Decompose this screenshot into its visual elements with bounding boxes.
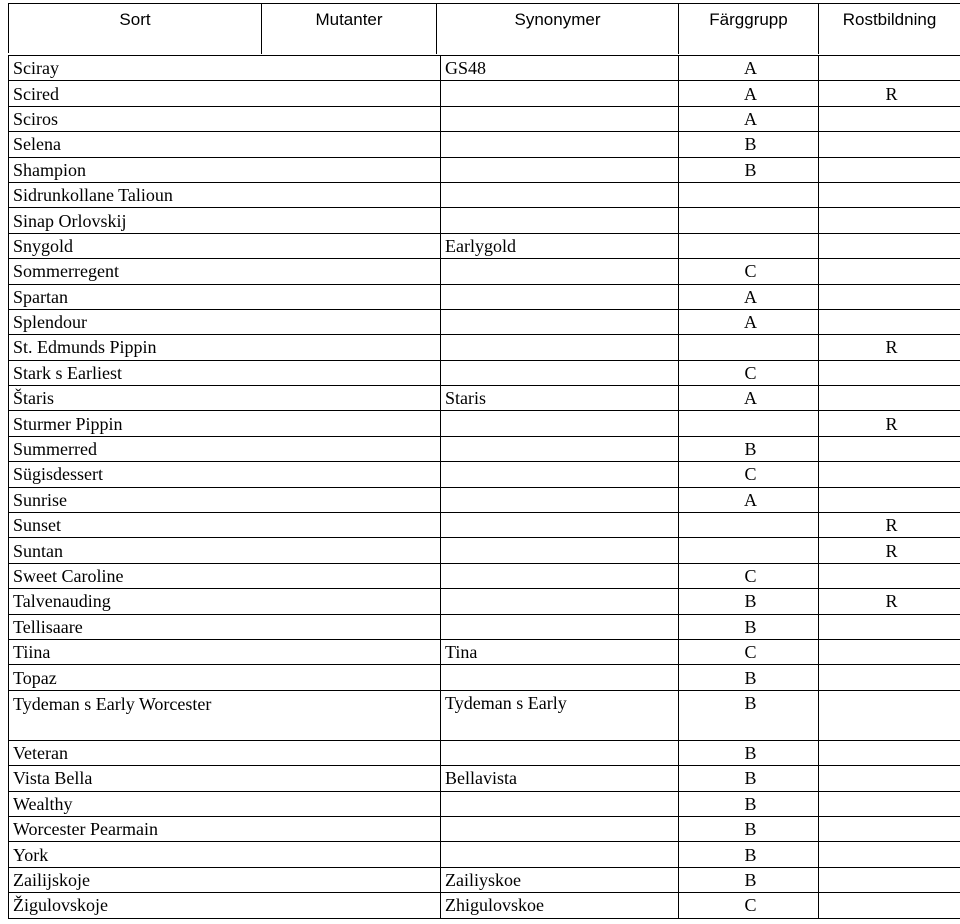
cell-synonym: Zailiyskoe [441, 867, 679, 892]
cell-fargrupp [679, 411, 819, 436]
cell-fargrupp [679, 208, 819, 233]
variety-table-body [9, 56, 960, 919]
cell-synonym [441, 487, 679, 512]
cell-fargrupp: B [679, 867, 819, 892]
table-row [9, 639, 960, 664]
cell-rostbildning: R [819, 538, 960, 563]
cell-synonym: Tydeman s Early [441, 690, 679, 740]
cell-sort: Worcester Pearmain [9, 816, 441, 841]
cell-fargrupp: B [679, 842, 819, 867]
table-row [9, 842, 960, 867]
cell-rostbildning [819, 766, 960, 791]
table-row [9, 766, 960, 791]
cell-fargrupp: B [679, 589, 819, 614]
table-row [9, 589, 960, 614]
table-row [9, 284, 960, 309]
cell-rostbildning [819, 259, 960, 284]
cell-fargrupp: B [679, 690, 819, 740]
cell-synonym [441, 538, 679, 563]
table-row [9, 233, 960, 258]
cell-synonym [441, 791, 679, 816]
cell-synonym [441, 411, 679, 436]
cell-sort: Sweet Caroline [9, 563, 441, 588]
cell-synonym [441, 81, 679, 106]
table-row [9, 106, 960, 131]
cell-rostbildning: R [819, 411, 960, 436]
table-row [9, 309, 960, 334]
cell-synonym [441, 563, 679, 588]
table-row [9, 208, 960, 233]
cell-rostbildning [819, 462, 960, 487]
cell-synonym [441, 740, 679, 765]
cell-sort: Stark s Earliest [9, 360, 441, 385]
cell-sort: Tellisaare [9, 614, 441, 639]
cell-fargrupp: B [679, 436, 819, 461]
cell-synonym [441, 513, 679, 538]
table-row [9, 411, 960, 436]
cell-sort: Sinap Orlovskij [9, 208, 441, 233]
table-row [9, 893, 960, 918]
cell-synonym: Earlygold [441, 233, 679, 258]
cell-fargrupp: B [679, 816, 819, 841]
cell-rostbildning [819, 106, 960, 131]
cell-fargrupp [679, 182, 819, 207]
cell-synonym: Zhigulovskoe [441, 893, 679, 918]
cell-sort: Sturmer Pippin [9, 411, 441, 436]
cell-synonym: Bellavista [441, 766, 679, 791]
cell-synonym [441, 309, 679, 334]
cell-rostbildning [819, 157, 960, 182]
cell-sort: Snygold [9, 233, 441, 258]
cell-sort: Splendour [9, 309, 441, 334]
cell-rostbildning [819, 791, 960, 816]
table-row [9, 513, 960, 538]
cell-sort: Sommerregent [9, 259, 441, 284]
header-sort: Sort [9, 4, 262, 54]
cell-rostbildning: R [819, 589, 960, 614]
cell-rostbildning [819, 614, 960, 639]
table-row [9, 462, 960, 487]
cell-rostbildning [819, 309, 960, 334]
cell-rostbildning [819, 487, 960, 512]
header-synonymer: Synonymer [437, 4, 679, 54]
table-row [9, 614, 960, 639]
table-row [9, 563, 960, 588]
cell-synonym: GS48 [441, 56, 679, 81]
cell-fargrupp: C [679, 639, 819, 664]
cell-rostbildning: R [819, 335, 960, 360]
cell-fargrupp [679, 335, 819, 360]
table-row [9, 386, 960, 411]
table-row [9, 335, 960, 360]
cell-sort: Scired [9, 81, 441, 106]
cell-sort: Shampion [9, 157, 441, 182]
cell-sort: Summerred [9, 436, 441, 461]
table-row [9, 182, 960, 207]
cell-fargrupp: A [679, 386, 819, 411]
cell-sort: Veteran [9, 740, 441, 765]
cell-fargrupp: A [679, 81, 819, 106]
cell-fargrupp: C [679, 893, 819, 918]
cell-synonym [441, 614, 679, 639]
cell-rostbildning [819, 867, 960, 892]
table-row [9, 436, 960, 461]
cell-fargrupp: B [679, 766, 819, 791]
cell-sort: Žigulovskoje [9, 893, 441, 918]
table-row [9, 791, 960, 816]
cell-rostbildning [819, 360, 960, 385]
cell-sort: York [9, 842, 441, 867]
cell-fargrupp: A [679, 56, 819, 81]
cell-sort: Tiina [9, 639, 441, 664]
cell-sort: Sciros [9, 106, 441, 131]
cell-sort: Topaz [9, 665, 441, 690]
table-row [9, 538, 960, 563]
header-fargrupp: Färggrupp [679, 4, 819, 54]
cell-sort: St. Edmunds Pippin [9, 335, 441, 360]
table-row [9, 81, 960, 106]
cell-fargrupp: B [679, 665, 819, 690]
cell-rostbildning [819, 208, 960, 233]
cell-synonym [441, 208, 679, 233]
table-row [9, 867, 960, 892]
cell-synonym [441, 842, 679, 867]
cell-fargrupp: B [679, 132, 819, 157]
cell-sort: Sügisdessert [9, 462, 441, 487]
cell-rostbildning [819, 284, 960, 309]
cell-rostbildning [819, 816, 960, 841]
cell-sort: Sidrunkollane Talioun [9, 182, 441, 207]
cell-synonym [441, 462, 679, 487]
cell-fargrupp: A [679, 106, 819, 131]
cell-fargrupp: B [679, 791, 819, 816]
table-row [9, 259, 960, 284]
cell-synonym [441, 157, 679, 182]
variety-table [8, 55, 960, 919]
cell-fargrupp [679, 233, 819, 258]
cell-sort: Spartan [9, 284, 441, 309]
cell-sort: Wealthy [9, 791, 441, 816]
header-rostbildning: Rostbildning [819, 4, 960, 54]
cell-sort: Vista Bella [9, 766, 441, 791]
cell-rostbildning: R [819, 513, 960, 538]
cell-fargrupp: A [679, 284, 819, 309]
cell-rostbildning [819, 639, 960, 664]
cell-fargrupp: C [679, 563, 819, 588]
cell-fargrupp: A [679, 487, 819, 512]
cell-sort: Štaris [9, 386, 441, 411]
table-row [9, 360, 960, 385]
cell-sort: Sciray [9, 56, 441, 81]
cell-rostbildning [819, 740, 960, 765]
table-header [8, 3, 960, 53]
cell-rostbildning [819, 436, 960, 461]
cell-rostbildning [819, 56, 960, 81]
cell-rostbildning [819, 690, 960, 740]
cell-synonym: Tina [441, 639, 679, 664]
cell-fargrupp: C [679, 462, 819, 487]
cell-synonym [441, 665, 679, 690]
cell-rostbildning [819, 132, 960, 157]
cell-fargrupp: B [679, 157, 819, 182]
cell-sort: Selena [9, 132, 441, 157]
cell-rostbildning [819, 563, 960, 588]
table-row [9, 157, 960, 182]
cell-sort: Sunrise [9, 487, 441, 512]
cell-synonym [441, 284, 679, 309]
cell-synonym [441, 335, 679, 360]
cell-sort: Tydeman s Early Worcester [9, 690, 441, 740]
table-row [9, 132, 960, 157]
cell-fargrupp: C [679, 259, 819, 284]
cell-synonym [441, 436, 679, 461]
cell-fargrupp: B [679, 614, 819, 639]
cell-rostbildning: R [819, 81, 960, 106]
cell-rostbildning [819, 182, 960, 207]
cell-synonym: Staris [441, 386, 679, 411]
cell-fargrupp [679, 513, 819, 538]
cell-synonym [441, 106, 679, 131]
cell-rostbildning [819, 233, 960, 258]
table-row [9, 665, 960, 690]
cell-sort: Talvenauding [9, 589, 441, 614]
cell-sort: Sunset [9, 513, 441, 538]
cell-rostbildning [819, 893, 960, 918]
cell-fargrupp: C [679, 360, 819, 385]
cell-sort: Suntan [9, 538, 441, 563]
cell-synonym [441, 259, 679, 284]
cell-synonym [441, 360, 679, 385]
cell-rostbildning [819, 386, 960, 411]
cell-synonym [441, 589, 679, 614]
cell-synonym [441, 132, 679, 157]
cell-fargrupp: B [679, 740, 819, 765]
table-row [9, 816, 960, 841]
header-mutanter: Mutanter [262, 4, 437, 54]
cell-synonym [441, 816, 679, 841]
cell-fargrupp: A [679, 309, 819, 334]
table-row [9, 740, 960, 765]
cell-fargrupp [679, 538, 819, 563]
cell-sort: Zailijskoje [9, 867, 441, 892]
cell-rostbildning [819, 665, 960, 690]
table-row [9, 56, 960, 81]
cell-rostbildning [819, 842, 960, 867]
cell-synonym [441, 182, 679, 207]
table-row [9, 690, 960, 740]
table-row [9, 487, 960, 512]
